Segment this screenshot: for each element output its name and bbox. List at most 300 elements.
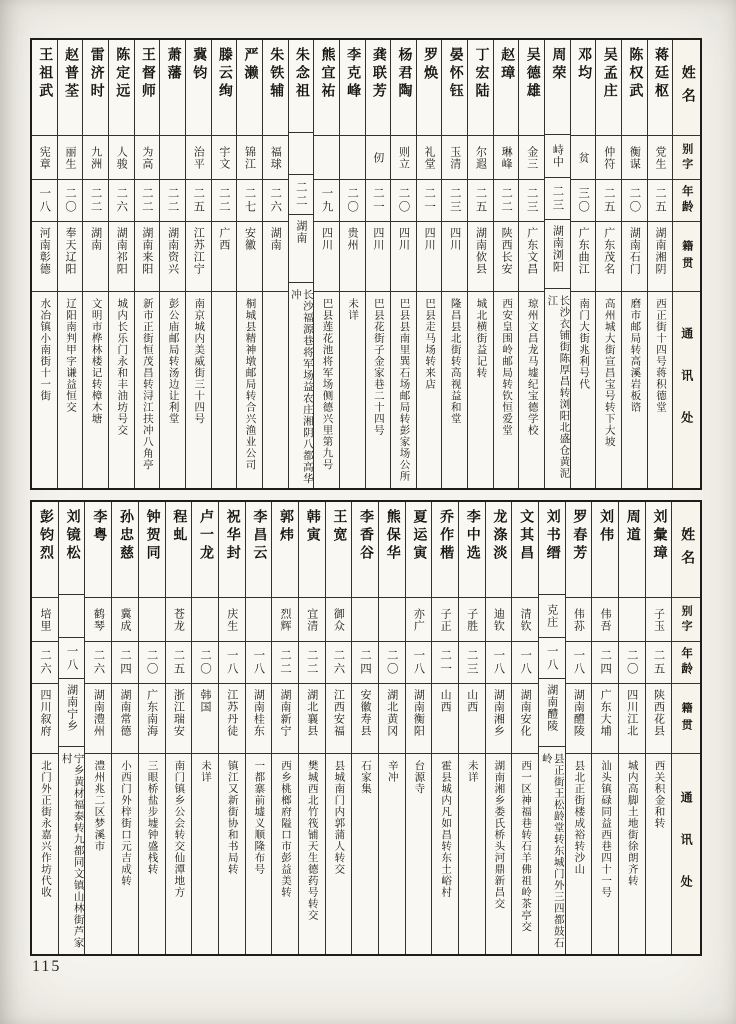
person-name: 乔作楷 [432, 502, 458, 598]
age: 二二 [494, 180, 519, 222]
entry-column [405, 502, 432, 954]
age: 一八 [32, 180, 57, 222]
age: 二七 [237, 180, 262, 222]
header-age-label: 年龄 [673, 180, 700, 222]
person-name: 邓均 [571, 40, 596, 136]
entry-column [218, 502, 245, 954]
native-place: 广东曲江 [571, 222, 596, 292]
entry-column [591, 502, 618, 954]
courtesy-name: 鹤琴 [85, 598, 111, 642]
entry-column [32, 502, 58, 954]
age: 二六 [326, 642, 352, 684]
age: 二二 [212, 180, 237, 222]
entry-column [390, 40, 416, 488]
address: 宁乡黄材福泰转九都同文镇山林街芦家村 [60, 753, 84, 949]
person-name: 程虬 [166, 502, 192, 598]
native-place: 浙江瑞安 [166, 684, 192, 754]
age: 二二 [160, 180, 185, 222]
person-name: 王宽 [326, 502, 352, 598]
age: 二五 [596, 180, 621, 222]
person-name: 刘彙璋 [646, 502, 672, 598]
person-name: 李粤 [85, 502, 111, 598]
header-zi-label: 别字 [672, 598, 700, 642]
address: 西一区神福巷转石羊佛祖岭茶亭交 [520, 760, 532, 933]
address: 石家集 [360, 760, 372, 795]
entry-column [538, 502, 565, 954]
native-place: 奉天辽阳 [58, 222, 83, 292]
person-name: 李克峰 [340, 40, 365, 136]
address: 樊城西北竹筏铺天生德药号转交 [306, 760, 318, 921]
person-name: 钟贺同 [139, 502, 165, 598]
courtesy-name: 党生 [648, 136, 673, 180]
address: 县城南门内郭蒲人转交 [333, 760, 345, 875]
header-name-label: 姓名 [673, 40, 700, 136]
entry-column [262, 40, 288, 488]
age: 二〇 [379, 642, 405, 684]
courtesy-name: 庆生 [219, 598, 245, 642]
address: 长沙衣铺街陈厚昌转浏阳北盛仓黄泥江 [546, 295, 570, 479]
address: 西关积金和转 [653, 760, 665, 829]
entry-column [647, 40, 673, 488]
courtesy-name [139, 598, 165, 642]
entry-column [138, 502, 165, 954]
age: 二二 [135, 180, 160, 222]
native-place: 湖南石门 [622, 222, 647, 292]
native-place: 贵州 [340, 222, 365, 292]
entry-column [111, 502, 138, 954]
person-name: 晏怀钰 [442, 40, 467, 136]
address: 巴县走马场转来店 [424, 298, 436, 390]
courtesy-name: 宜清 [299, 598, 325, 642]
entry-column [325, 502, 352, 954]
person-name: 熊保华 [379, 502, 405, 598]
courtesy-name: 御众 [326, 598, 352, 642]
age: 二六 [32, 642, 58, 684]
person-name: 周荣 [545, 40, 570, 135]
entry-column [351, 502, 378, 954]
native-place: 湖南桂东 [246, 684, 272, 754]
courtesy-name: 清钦 [512, 598, 538, 642]
person-name: 龚联芳 [366, 40, 391, 136]
address: 台源寺 [413, 760, 425, 795]
age: 一九 [314, 180, 339, 222]
person-name: 王督师 [135, 40, 160, 136]
address: 未详 [466, 760, 478, 783]
address: 隆昌县北街转高视益和堂 [449, 298, 461, 425]
person-name: 萧藩 [160, 40, 185, 136]
courtesy-name: 玉清 [442, 136, 467, 180]
native-place: 湖南浏阳 [545, 220, 570, 289]
entry-column [84, 502, 111, 954]
address: 三眼桥盐步墟钟盛栈转 [146, 760, 158, 875]
person-name: 赵普荃 [58, 40, 83, 136]
person-name: 滕云绚 [212, 40, 237, 136]
address: 琼州文昌龙马墟纪宝德学校 [526, 298, 538, 436]
courtesy-name: 子玉 [646, 598, 672, 642]
address: 城内高脚土地街徐朗齐转 [626, 760, 638, 887]
courtesy-name: 亦广 [406, 598, 432, 642]
courtesy-name: 苍龙 [166, 598, 192, 642]
age: 二一 [417, 180, 442, 222]
courtesy-name [352, 598, 378, 642]
address: 霍县城内凡如昌转东土峪村 [440, 760, 452, 898]
native-place: 湖南 [83, 222, 108, 292]
entry-column [32, 40, 57, 488]
address: 巴县花街子金家巷二十四号 [372, 298, 384, 436]
entry-column [313, 40, 339, 488]
address: 辽阳南判甲字谦益恒交 [64, 298, 76, 413]
courtesy-name: 金三 [519, 136, 544, 180]
courtesy-name: 峙中 [545, 135, 570, 178]
courtesy-name [619, 598, 645, 642]
courtesy-name: 迪钦 [486, 598, 512, 642]
entry-column [82, 40, 108, 488]
page-number: 115 [32, 958, 62, 975]
courtesy-name: 仞 [366, 136, 391, 180]
address: 未详 [200, 760, 212, 783]
header-zi-label: 别字 [673, 136, 700, 180]
age: 二六 [109, 180, 134, 222]
entry-column [431, 502, 458, 954]
native-place: 湖南醴陵 [566, 684, 592, 754]
native-place: 湖北黄冈 [379, 684, 405, 754]
courtesy-name: 人骏 [109, 136, 134, 180]
age: 二一 [432, 642, 458, 684]
entry-column [185, 40, 211, 488]
courtesy-name: 丽生 [58, 136, 83, 180]
address: 汕头镇碌同益西巷四十一号 [600, 760, 612, 898]
person-name: 陈定远 [109, 40, 134, 136]
age: 一八 [59, 638, 85, 679]
courtesy-name [379, 598, 405, 642]
address: 彭公庙邮局转汤边让利堂 [167, 298, 179, 425]
native-place: 湖南澧州 [85, 684, 111, 754]
address: 城北横街益记转 [475, 298, 487, 379]
address: 一都寨前墟义顺隆布号 [253, 760, 265, 875]
native-place: 河南彰德 [32, 222, 57, 292]
age: 二六 [85, 642, 111, 684]
native-place: 陕西长安 [494, 222, 519, 292]
entry-column [211, 40, 237, 488]
age: 二五 [646, 642, 672, 684]
native-place: 湖南宁乡 [59, 679, 85, 747]
entry-column [595, 40, 621, 488]
address: 西正街十四号蒋积德堂 [655, 298, 667, 413]
age: 二四 [112, 642, 138, 684]
address: 文明市桦林楼记转樟木塘 [90, 298, 102, 425]
address: 小西门外梓街口元吉成转 [120, 760, 131, 887]
person-name: 刘伟 [592, 502, 618, 598]
native-place: 湖南湘乡 [486, 684, 512, 754]
age: 一八 [566, 642, 592, 684]
courtesy-name [192, 598, 218, 642]
native-place: 湖北襄县 [299, 684, 325, 754]
entry-column [485, 502, 512, 954]
entry-column [58, 502, 85, 954]
address [212, 292, 237, 488]
native-place: 四川 [417, 222, 442, 292]
age: 二五 [186, 180, 211, 222]
address: 北门外正街永嘉兴作坊代收 [39, 760, 51, 898]
person-name: 夏运寅 [406, 502, 432, 598]
age: 二六 [263, 180, 288, 222]
person-name: 赵璋 [494, 40, 519, 136]
native-place: 广西 [212, 222, 237, 292]
age: 一八 [486, 642, 512, 684]
native-place: 陕西花县 [646, 684, 672, 754]
person-name: 吴德雄 [519, 40, 544, 136]
courtesy-name: 福球 [263, 136, 288, 180]
courtesy-name: 礼堂 [417, 136, 442, 180]
person-name: 熊宜祐 [314, 40, 339, 136]
entry-column [288, 40, 314, 488]
native-place: 湖南新宁 [272, 684, 298, 754]
person-name: 严濑 [237, 40, 262, 136]
address: 长沙福源巷将军场益农庄湘阴八都高华冲 [289, 288, 313, 485]
entry-column [458, 502, 485, 954]
courtesy-name: 克庄 [539, 595, 565, 638]
age: 二一 [366, 180, 391, 222]
address: 县北正街楼成裕转沙山 [573, 760, 585, 875]
header-age-label: 年龄 [672, 642, 700, 684]
person-name: 周道 [619, 502, 645, 598]
address: 磨市邮局转高溪岩板谘 [629, 298, 641, 413]
entry-column [108, 40, 134, 488]
entry-column [57, 40, 83, 488]
address: 高州城大街宣昌宝号转下大坡 [603, 298, 615, 448]
person-name: 罗焕 [417, 40, 442, 136]
entry-column [493, 40, 519, 488]
courtesy-name [314, 136, 339, 180]
address: 澧州兆二区梦溪市 [93, 760, 105, 852]
person-name: 文其昌 [512, 502, 538, 598]
person-name: 卢一龙 [192, 502, 218, 598]
header-address-label: 通讯处 [679, 327, 694, 453]
native-place: 山西 [459, 684, 485, 754]
entry-column [621, 40, 647, 488]
person-name: 冀钧 [186, 40, 211, 136]
native-place: 四川 [391, 222, 416, 292]
person-name: 蒋廷枢 [648, 40, 673, 136]
person-name: 陈权武 [622, 40, 647, 136]
entry-column [191, 502, 218, 954]
courtesy-name: 子正 [432, 598, 458, 642]
person-name: 朱念祖 [289, 40, 314, 133]
courtesy-name: 衡谋 [622, 136, 647, 180]
courtesy-name: 九洲 [83, 136, 108, 180]
entry-column [165, 502, 192, 954]
address: 未详 [347, 298, 359, 321]
address: 南门镇乡公会转交仙潭地方 [173, 760, 185, 898]
address: 巴县莲花池将军场侧德兴里第九号 [321, 298, 333, 471]
person-name: 孙忠慈 [112, 502, 138, 598]
age: 二〇 [139, 642, 165, 684]
person-name: 刘书缙 [539, 502, 565, 595]
address: 湖南湘乡娄氏桥头河鼎新昌交 [493, 760, 505, 910]
entry-column [271, 502, 298, 954]
entry-column [298, 502, 325, 954]
entry-column [339, 40, 365, 488]
address: 镇江又新街协和书局转 [226, 760, 238, 875]
age: 二〇 [622, 180, 647, 222]
native-place: 安徽 [237, 222, 262, 292]
entry-column [236, 40, 262, 488]
courtesy-name [246, 598, 272, 642]
person-name: 刘镜松 [59, 502, 85, 595]
native-place: 湖南安化 [512, 684, 538, 754]
courtesy-name: 仲符 [596, 136, 621, 180]
courtesy-name: 伟荪 [566, 598, 592, 642]
courtesy-name: 伟吾 [592, 598, 618, 642]
courtesy-name: 冀成 [112, 598, 138, 642]
native-place: 湖南醴陵 [539, 679, 565, 747]
entry-column [467, 40, 493, 488]
age: 二二 [272, 642, 298, 684]
entry-column [570, 40, 596, 488]
entry-column [565, 502, 592, 954]
header-column [672, 40, 700, 488]
person-name: 王祖武 [32, 40, 57, 136]
person-name: 彭钧烈 [32, 502, 58, 598]
age: 二四 [592, 642, 618, 684]
courtesy-name: 烈辉 [272, 598, 298, 642]
age: 二〇 [340, 180, 365, 222]
native-place: 广东南海 [139, 684, 165, 754]
courtesy-name: 治平 [186, 136, 211, 180]
native-place: 湖南 [289, 215, 314, 283]
entry-column [378, 502, 405, 954]
address: 桐城县精神墩邮局转合兴渔业公司 [244, 298, 256, 471]
header-origin-label: 籍贯 [673, 222, 700, 292]
native-place: 湖南来阳 [135, 222, 160, 292]
native-place: 湖南祁阳 [109, 222, 134, 292]
address: 南门大街兆利号代 [578, 298, 590, 390]
address: 西乡桃榔府隘口市彭益美转 [280, 760, 292, 898]
age: 二〇 [58, 180, 83, 222]
person-name: 李昌云 [246, 502, 272, 598]
person-name: 李中选 [459, 502, 485, 598]
native-place: 江西安福 [326, 684, 352, 754]
native-place: 江苏江宁 [186, 222, 211, 292]
age: 二二 [83, 180, 108, 222]
entry-column [544, 40, 570, 488]
native-place: 广东文昌 [519, 222, 544, 292]
courtesy-name: 尔遐 [468, 136, 493, 180]
courtesy-name: 为高 [135, 136, 160, 180]
age: 二三 [459, 642, 485, 684]
entry-column [365, 40, 391, 488]
age: 二三 [545, 178, 570, 219]
native-place: 湖南湘阴 [648, 222, 673, 292]
person-name: 祝华封 [219, 502, 245, 598]
native-place: 四川江北 [619, 684, 645, 754]
entry-column [518, 40, 544, 488]
age: 一八 [512, 642, 538, 684]
entry-column [416, 40, 442, 488]
age: 一八 [246, 642, 272, 684]
courtesy-name: 琳峰 [494, 136, 519, 180]
age: 一八 [406, 642, 432, 684]
age: 二五 [648, 180, 673, 222]
courtesy-name: 宪章 [32, 136, 57, 180]
entry-column [134, 40, 160, 488]
person-name: 朱铁辅 [263, 40, 288, 136]
address: 巴县县南里巽石场邮局转彭家场公所 [398, 298, 410, 482]
person-name: 罗春芳 [566, 502, 592, 598]
entry-column [645, 502, 672, 954]
age: 三〇 [571, 180, 596, 222]
header-column [671, 502, 700, 954]
native-place: 安徽寿县 [352, 684, 378, 754]
header-origin-label: 籍贯 [672, 684, 700, 754]
person-name: 郭炜 [272, 502, 298, 598]
address [263, 292, 288, 488]
native-place: 湖南资兴 [160, 222, 185, 292]
native-place: 湖南常德 [112, 684, 138, 754]
age: 二四 [352, 642, 378, 684]
native-place: 韩国 [192, 684, 218, 754]
age: 二三 [519, 180, 544, 222]
address: 水冶镇小南街十一街 [39, 298, 51, 402]
courtesy-name: 贫 [571, 136, 596, 180]
entry-column [618, 502, 645, 954]
entry-column [245, 502, 272, 954]
entry-column [511, 502, 538, 954]
address: 南京城内美威街三十四号 [193, 298, 205, 425]
native-place: 山西 [432, 684, 458, 754]
header-name-label: 姓名 [672, 502, 700, 598]
native-place: 湖南佽县 [468, 222, 493, 292]
directory-table-top [30, 38, 702, 490]
directory-table-bottom [30, 500, 702, 956]
native-place: 四川 [442, 222, 467, 292]
native-place: 四川叙府 [32, 684, 58, 754]
native-place: 广东大埔 [592, 684, 618, 754]
age: 一八 [539, 638, 565, 679]
address: 辛冲 [386, 760, 398, 783]
address: 县正街王松龄堂转东城门外三四都鼓石岭 [540, 753, 564, 949]
age: 一八 [219, 642, 245, 684]
courtesy-name [289, 133, 314, 175]
courtesy-name: 则立 [391, 136, 416, 180]
address: 西安皇围岭邮局转钦恒爱堂 [501, 298, 513, 436]
age: 二〇 [619, 642, 645, 684]
person-name: 吴孟庄 [596, 40, 621, 136]
native-place: 广东茂名 [596, 222, 621, 292]
entry-column [159, 40, 185, 488]
person-name: 李香谷 [352, 502, 378, 598]
native-place: 四川 [366, 222, 391, 292]
courtesy-name: 子胜 [459, 598, 485, 642]
header-address-label: 通讯处 [679, 791, 694, 917]
age: 二〇 [391, 180, 416, 222]
courtesy-name [59, 595, 85, 638]
native-place: 江苏丹徒 [219, 684, 245, 754]
person-name: 丁宏陆 [468, 40, 493, 136]
native-place: 湖南衡阳 [406, 684, 432, 754]
age: 二三 [442, 180, 467, 222]
age: 二五 [166, 642, 192, 684]
native-place: 湖南 [263, 222, 288, 292]
age: 二五 [468, 180, 493, 222]
age: 二二 [299, 642, 325, 684]
person-name: 韩寅 [299, 502, 325, 598]
age: 二〇 [192, 642, 218, 684]
courtesy-name: 培里 [32, 598, 58, 642]
courtesy-name [340, 136, 365, 180]
person-name: 杨君陶 [391, 40, 416, 136]
courtesy-name: 宇文 [212, 136, 237, 180]
